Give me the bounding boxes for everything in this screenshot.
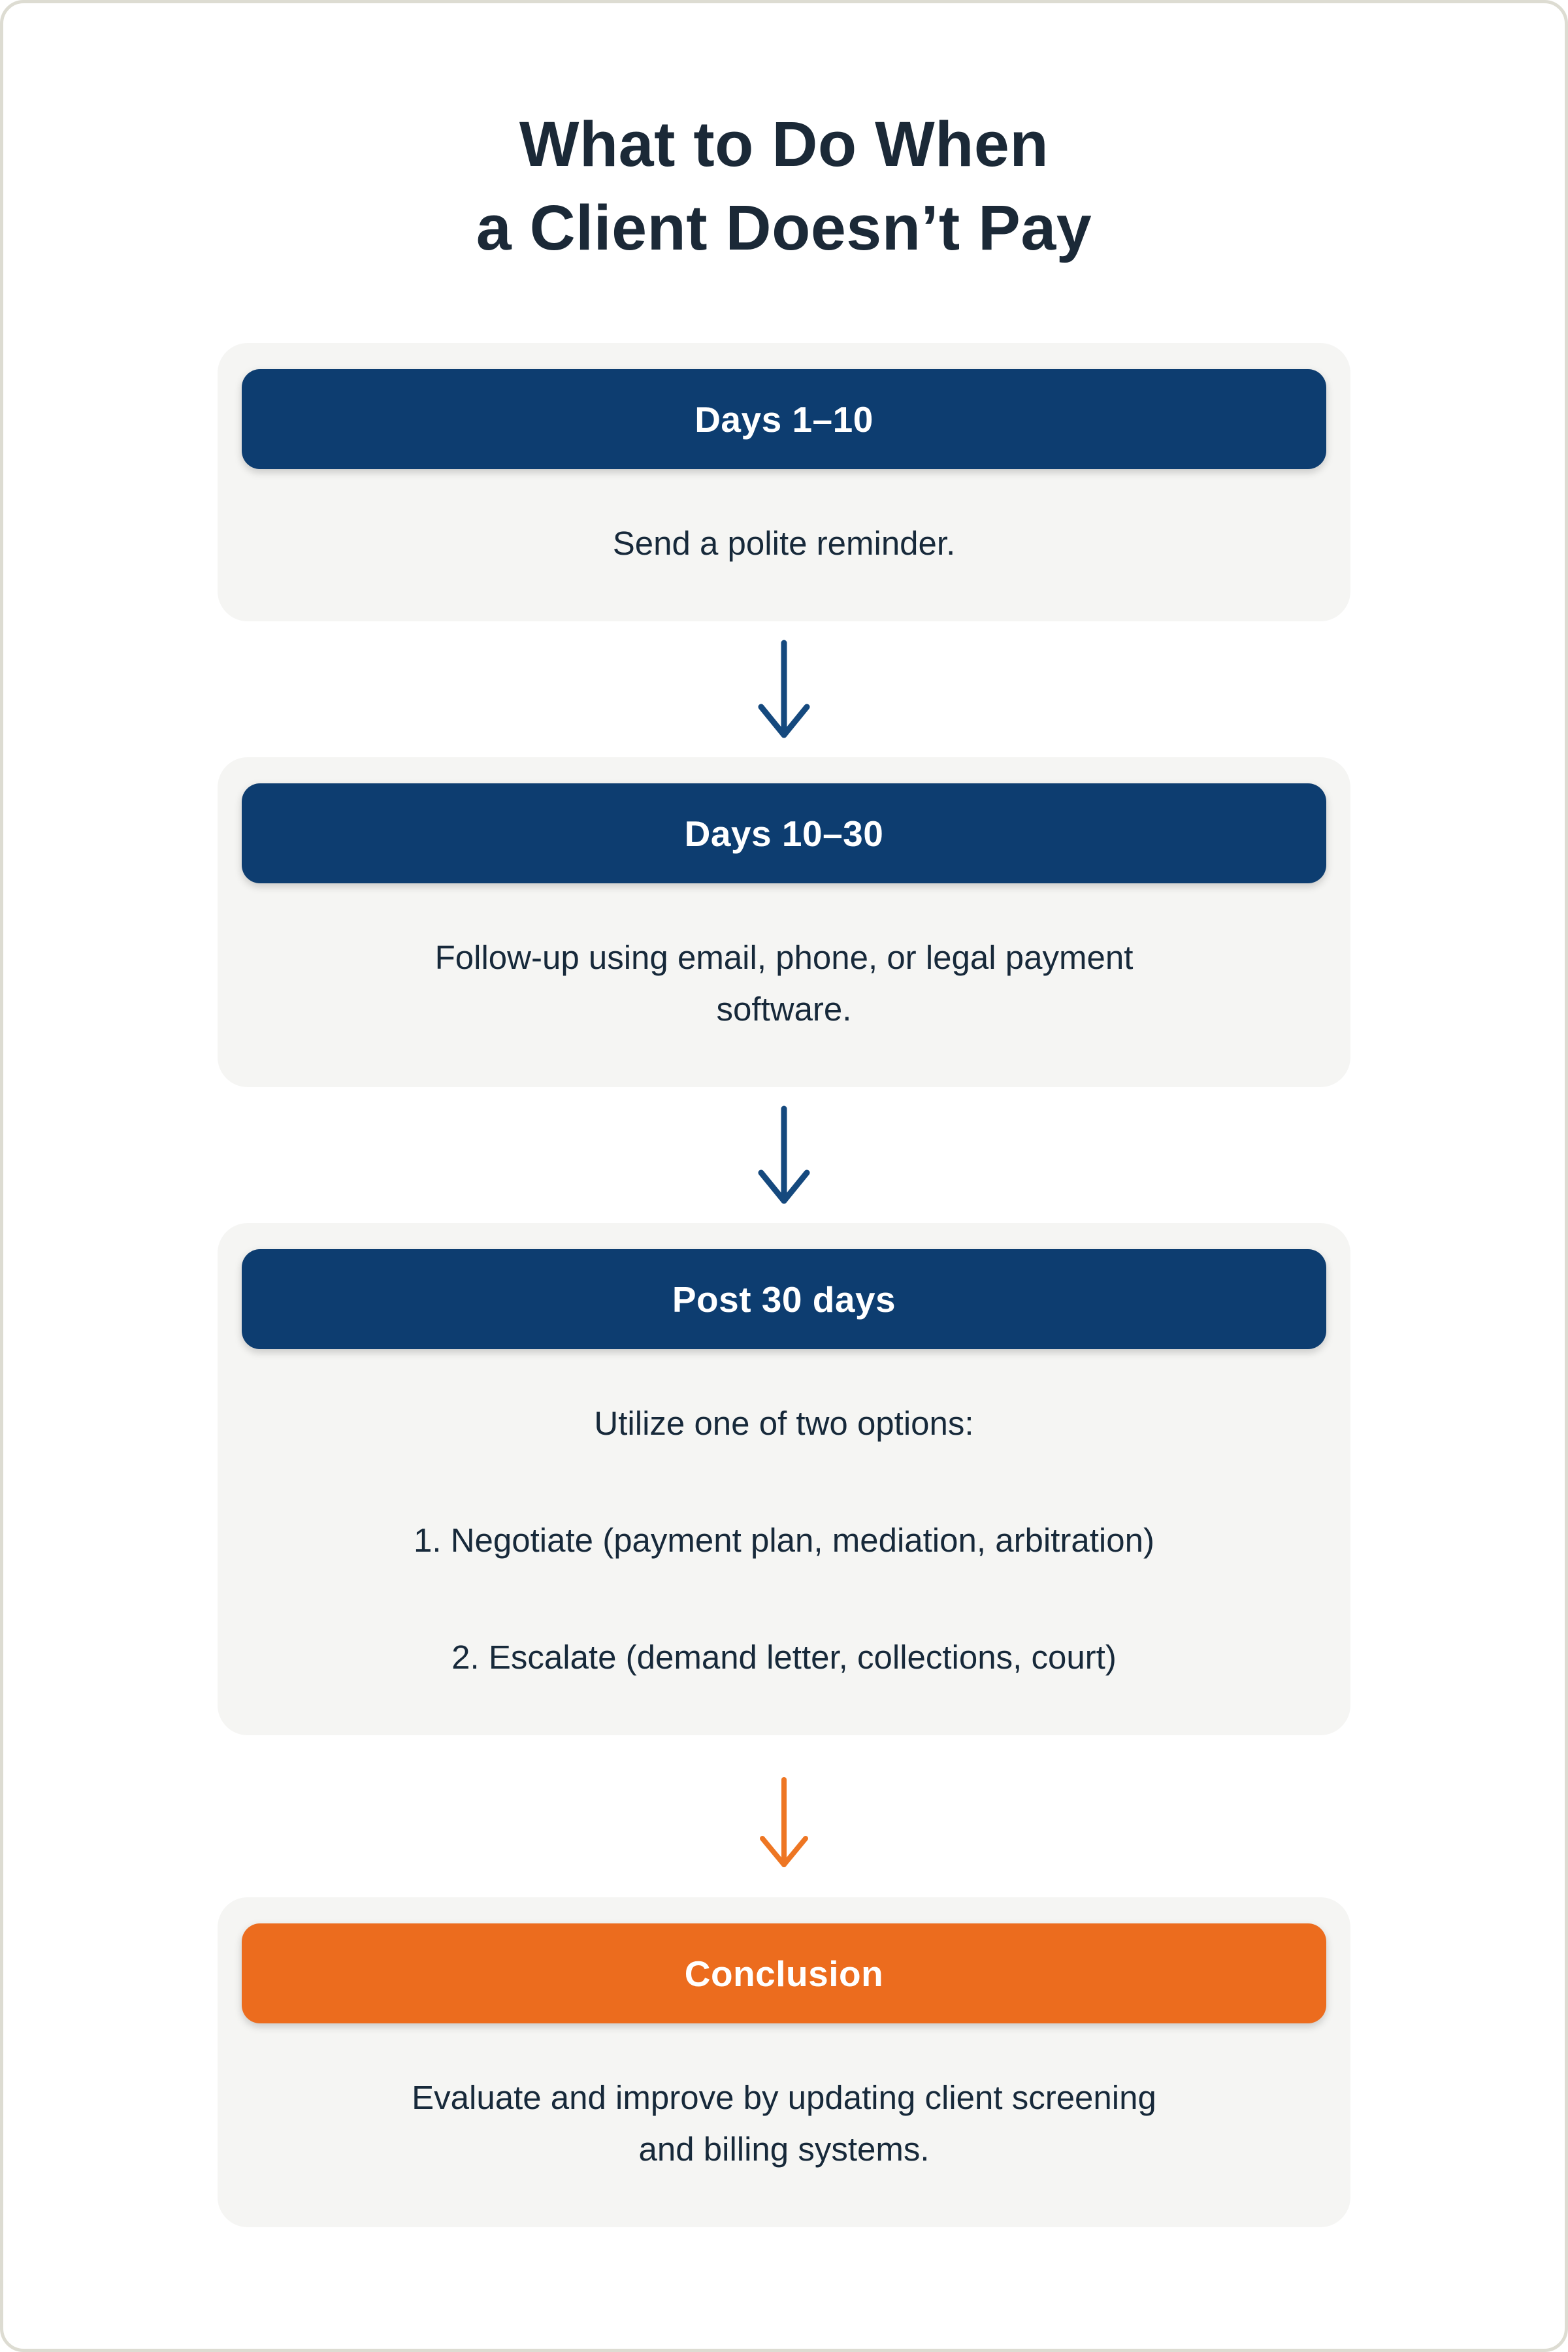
stage-body-text: Send a polite reminder. <box>612 525 956 563</box>
stage-card-days-10-30 <box>218 757 1350 1087</box>
stage-body-text: Follow-up using email, phone, or legal payment software. <box>434 939 1134 1028</box>
stage-header-label: Post 30 days <box>672 1279 896 1320</box>
stage-card-days-1-10 <box>218 343 1350 621</box>
stage-body-text: Evaluate and improve by updating client screening and billing systems. <box>412 2079 1156 2168</box>
stage-card-conclusion <box>218 1897 1350 2227</box>
stage-body-post-30-days <box>242 1349 1326 1683</box>
page-title-line-2: a Client Doesn’t Pay <box>476 192 1092 264</box>
stage-header-label: Days 1–10 <box>694 399 874 440</box>
page-title-line-1: What to Do When <box>519 108 1049 180</box>
stage-header-conclusion <box>242 1923 1326 2023</box>
stage-body-days-10-30 <box>242 883 1326 1035</box>
arrow-down-icon <box>757 1105 811 1205</box>
arrow-down-icon <box>757 640 811 739</box>
stage-header-post-30-days <box>242 1249 1326 1349</box>
arrow-down-icon <box>757 1777 811 1869</box>
stage-header-label: Conclusion <box>684 1953 884 1994</box>
stage-body-days-1-10 <box>242 469 1326 569</box>
page-title <box>3 103 1565 270</box>
stage-option-escalate: 2. Escalate (demand letter, collections, court) <box>451 1639 1117 1676</box>
stage-header-days-1-10 <box>242 369 1326 469</box>
flow-diagram <box>3 343 1565 2227</box>
stage-option-negotiate: 1. Negotiate (payment plan, mediation, arbitration) <box>414 1522 1154 1560</box>
stage-card-post-30-days <box>218 1223 1350 1735</box>
stage-body-conclusion <box>242 2023 1326 2175</box>
stage-header-label: Days 10–30 <box>684 813 884 854</box>
stage-body-text: Utilize one of two options: <box>594 1405 974 1443</box>
stage-header-days-10-30 <box>242 783 1326 883</box>
